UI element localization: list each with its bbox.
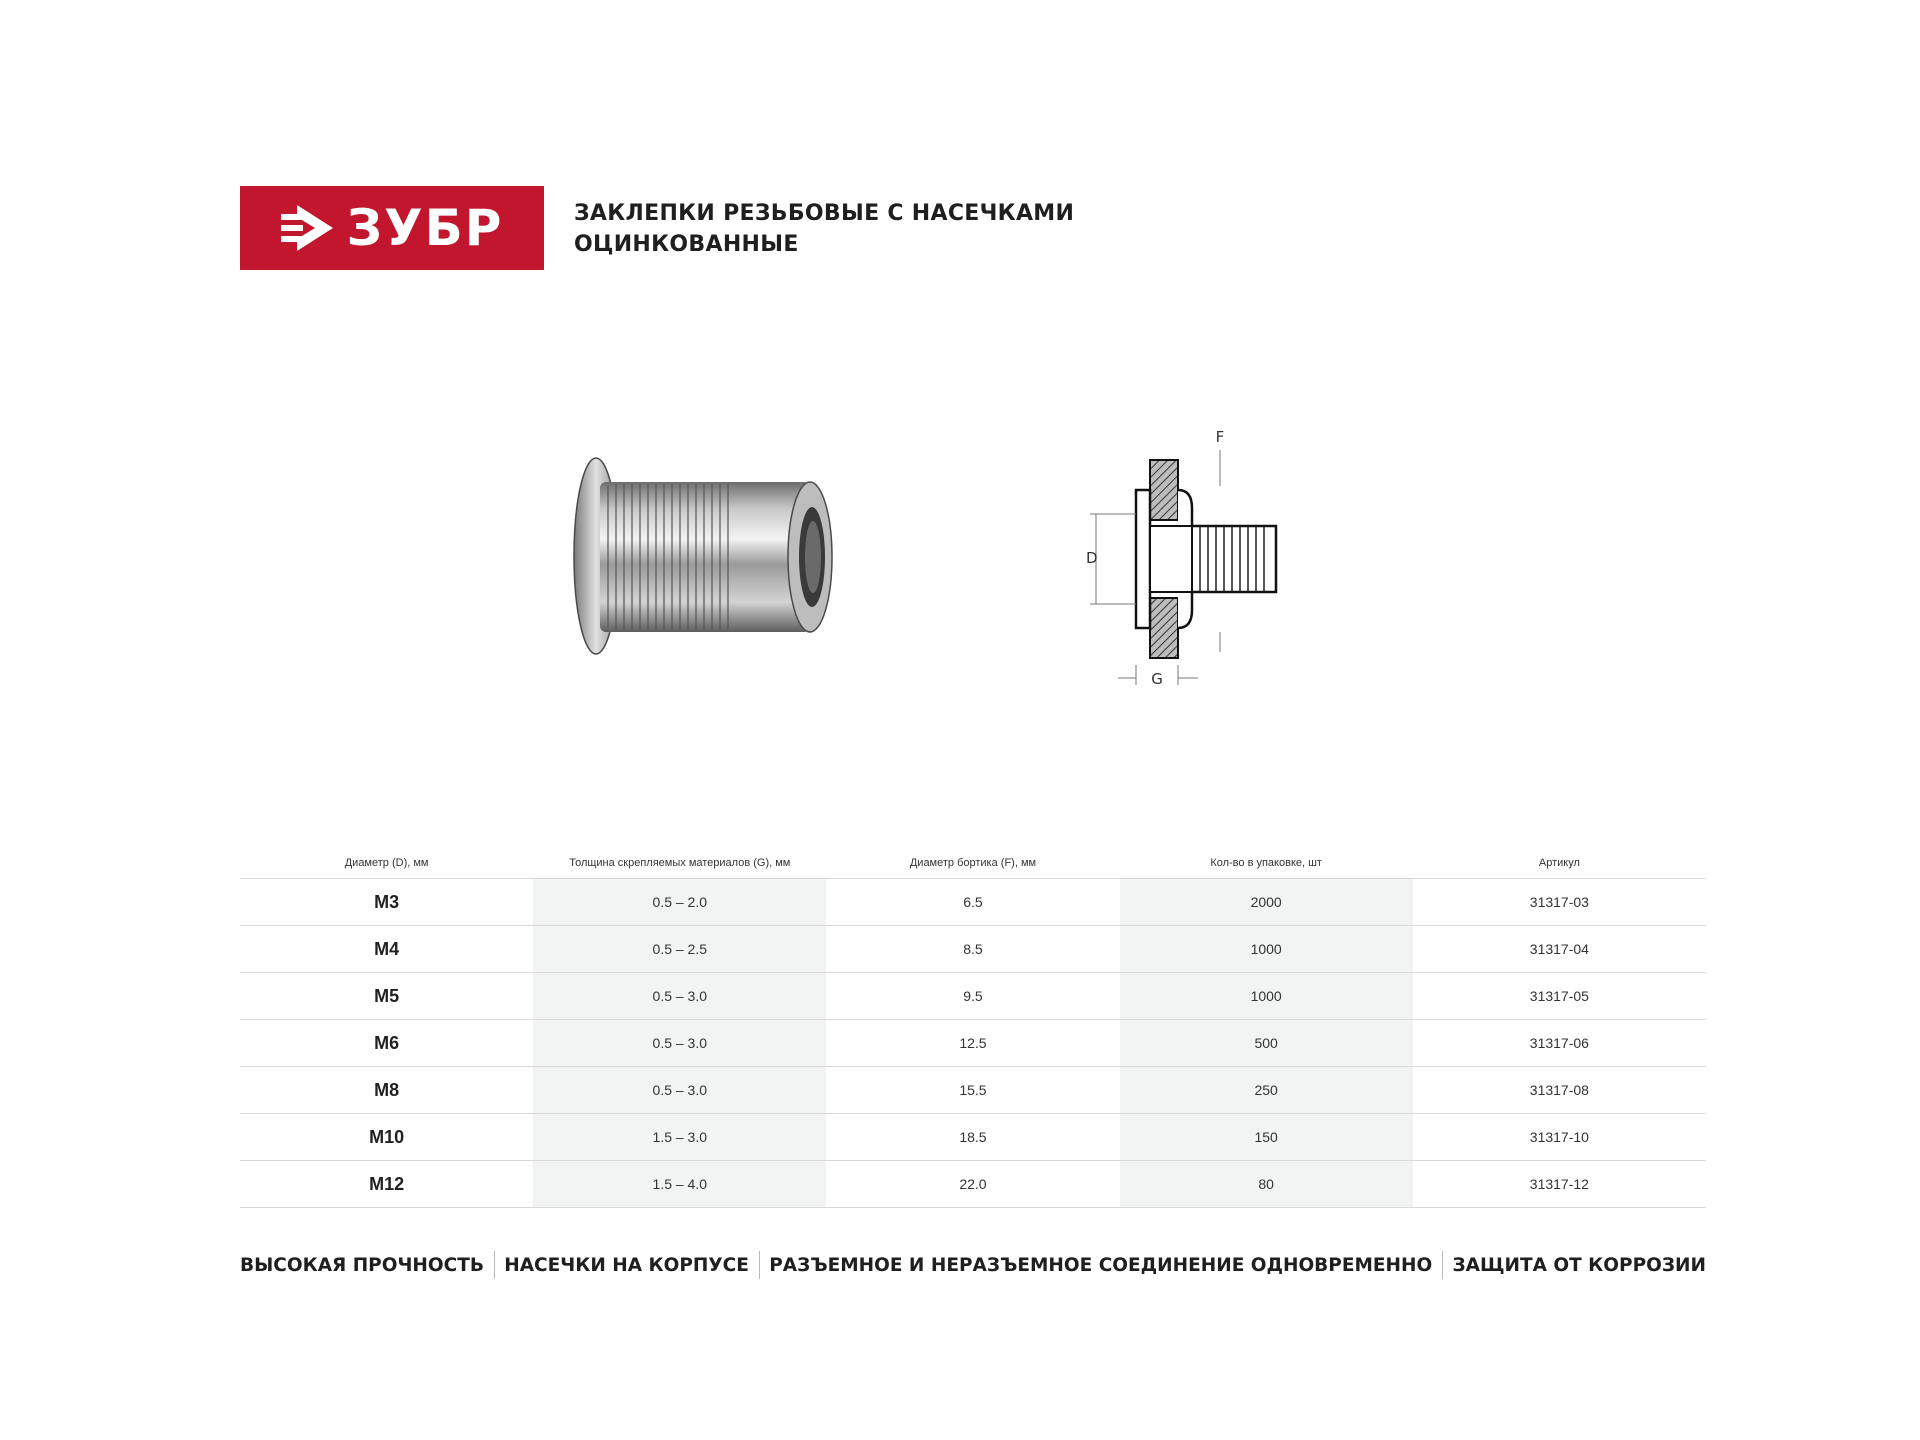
cell-flange-diameter: 9.5 xyxy=(826,973,1119,1020)
cell-article: 31317-12 xyxy=(1413,1161,1706,1208)
cell-article: 31317-08 xyxy=(1413,1067,1706,1114)
header-flange-diameter: Диаметр бортика (F), мм xyxy=(826,848,1119,879)
title-line-1: ЗАКЛЕПКИ РЕЗЬБОВЫЕ С НАСЕЧКАМИ xyxy=(574,201,1075,226)
spec-table xyxy=(240,848,1706,1208)
features-bar xyxy=(240,1250,1706,1280)
label-g: G xyxy=(1151,670,1163,688)
feature-divider xyxy=(1442,1251,1443,1279)
table-row xyxy=(240,1161,1706,1208)
feature-corrosion-protection: ЗАЩИТА ОТ КОРРОЗИИ xyxy=(1452,1254,1706,1276)
brand-logo xyxy=(240,186,544,270)
table-row xyxy=(240,1020,1706,1067)
cell-thickness: 0.5 – 3.0 xyxy=(533,973,826,1020)
cell-thickness: 0.5 – 3.0 xyxy=(533,1067,826,1114)
cell-quantity: 1000 xyxy=(1120,926,1413,973)
cell-quantity: 250 xyxy=(1120,1067,1413,1114)
arrow-chevron-logo-icon xyxy=(281,205,333,251)
cell-flange-diameter: 8.5 xyxy=(826,926,1119,973)
cell-flange-diameter: 22.0 xyxy=(826,1161,1119,1208)
table-row xyxy=(240,926,1706,973)
cell-diameter: M3 xyxy=(240,879,533,926)
cell-article: 31317-03 xyxy=(1413,879,1706,926)
table-row xyxy=(240,879,1706,926)
rivet-nut-section-drawing xyxy=(1080,420,1320,700)
cell-quantity: 500 xyxy=(1120,1020,1413,1067)
cell-quantity: 2000 xyxy=(1120,879,1413,926)
table-header-row xyxy=(240,848,1706,879)
cell-diameter: M12 xyxy=(240,1161,533,1208)
table-row xyxy=(240,1114,1706,1161)
label-f: F xyxy=(1215,428,1225,446)
table-row xyxy=(240,973,1706,1020)
cell-thickness: 1.5 – 3.0 xyxy=(533,1114,826,1161)
cell-quantity: 150 xyxy=(1120,1114,1413,1161)
header-thickness: Толщина скрепляемых материалов (G), мм xyxy=(533,848,826,879)
cell-article: 31317-05 xyxy=(1413,973,1706,1020)
header-article: Артикул xyxy=(1413,848,1706,879)
cell-flange-diameter: 6.5 xyxy=(826,879,1119,926)
cell-diameter: M4 xyxy=(240,926,533,973)
feature-divider xyxy=(759,1251,760,1279)
brand-name: ЗУБР xyxy=(346,199,504,257)
cell-flange-diameter: 12.5 xyxy=(826,1020,1119,1067)
cell-diameter: M10 xyxy=(240,1114,533,1161)
cell-diameter: M8 xyxy=(240,1067,533,1114)
cell-quantity: 1000 xyxy=(1120,973,1413,1020)
cell-flange-diameter: 18.5 xyxy=(826,1114,1119,1161)
feature-high-strength: ВЫСОКАЯ ПРОЧНОСТЬ xyxy=(240,1254,484,1276)
table-row xyxy=(240,1067,1706,1114)
cell-flange-diameter: 15.5 xyxy=(826,1067,1119,1114)
cell-thickness: 1.5 – 4.0 xyxy=(533,1161,826,1208)
cell-article: 31317-10 xyxy=(1413,1114,1706,1161)
header-diameter: Диаметр (D), мм xyxy=(240,848,533,879)
title-line-2: ОЦИНКОВАННЫЕ xyxy=(574,232,799,257)
label-d: D xyxy=(1086,549,1098,567)
rivet-nut-photo xyxy=(560,440,860,680)
cell-diameter: M6 xyxy=(240,1020,533,1067)
header-quantity: Кол-во в упаковке, шт xyxy=(1120,848,1413,879)
cell-article: 31317-06 xyxy=(1413,1020,1706,1067)
feature-detachable-joint: РАЗЪЕМНОЕ И НЕРАЗЪЕМНОЕ СОЕДИНЕНИЕ ОДНОВРЕМЕННО xyxy=(769,1254,1433,1276)
feature-knurled-body: НАСЕЧКИ НА КОРПУСЕ xyxy=(504,1254,749,1276)
cell-diameter: M5 xyxy=(240,973,533,1020)
cell-thickness: 0.5 – 2.5 xyxy=(533,926,826,973)
cell-thickness: 0.5 – 3.0 xyxy=(533,1020,826,1067)
cell-article: 31317-04 xyxy=(1413,926,1706,973)
cell-quantity: 80 xyxy=(1120,1161,1413,1208)
page-title xyxy=(574,198,1074,260)
cell-thickness: 0.5 – 2.0 xyxy=(533,879,826,926)
feature-divider xyxy=(494,1251,495,1279)
